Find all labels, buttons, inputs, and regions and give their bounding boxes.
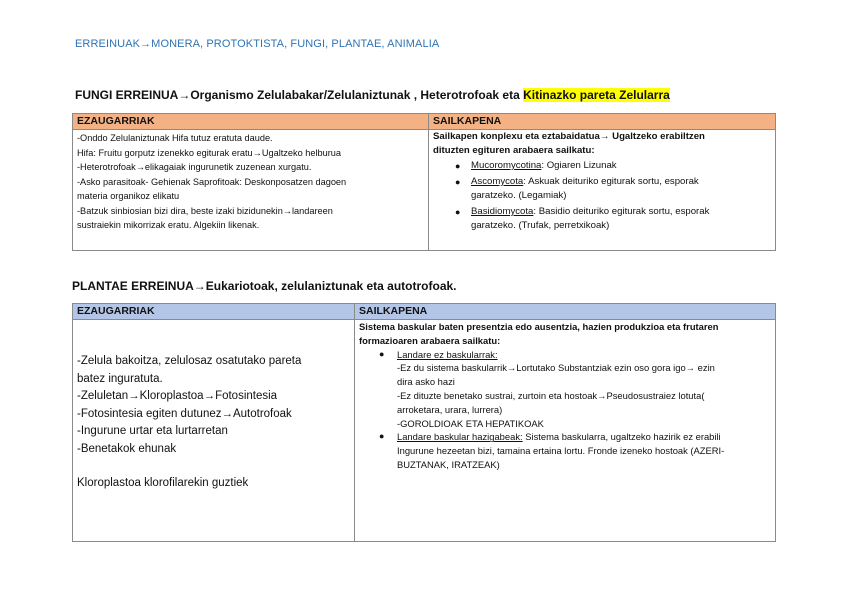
fungi-class-list — [433, 159, 771, 233]
fungi-char-line: sustraiekin mikorrizak eratu. Algekiin likenak. — [77, 220, 260, 230]
fungi-class-name: Basidiomycota — [471, 206, 534, 217]
plantae-char-line: -Benetakok ehunak — [77, 442, 177, 455]
bullet-icon: ● — [455, 177, 461, 187]
plantae-table-header — [73, 304, 776, 320]
fungi-heading-text: FUNGI ERREINUA→Organismo Zelulabakar/Zelulaniztunak , Heterotrofoak eta — [75, 88, 524, 102]
plantae-char-line: -Zelula bakoitza, zelulosaz osatutako pareta — [77, 355, 302, 367]
plantae-class-line: dira asko hazi — [397, 376, 455, 388]
fungi-class-name: Ascomycota — [471, 176, 524, 187]
plantae-class-line: -Ez dituzte benetako sustrai, zurtoin eta hostoak→Pseudosustraiez lotuta( — [397, 389, 705, 401]
fungi-header-characteristics: EZAUGARRIAK — [73, 114, 429, 130]
bullet-icon: ● — [379, 431, 385, 442]
plantae-class-item-non-vascular — [379, 348, 771, 431]
plantae-class-intro: Sistema baskular baten presentzia edo ausentzia, hazien produkzioa eta frutaren — [359, 321, 719, 332]
plantae-class-line: -Ez du sistema baskularrik→Lortutako Substantziak ezin oso gora igo→ ezin — [397, 362, 715, 374]
fungi-class-desc: garatzeko. (Trufak, perretxikoak) — [471, 220, 610, 231]
fungi-class-name: Mucoromycotina — [471, 160, 542, 171]
fungi-char-line: -Asko parasitoak- Gehienak Saprofitoak: Deskonposatzen dagoen — [77, 176, 347, 187]
page-title: ERREINUAK→MONERA, PROTOKTISTA, FUNGI, PLANTAE, ANIMALIA — [75, 38, 440, 50]
fungi-table — [72, 113, 776, 251]
plantae-class-line: BUZTANAK, IRATZEAK) — [397, 458, 500, 470]
plantae-class-line: Sistema baskularra, ugaltzeko hazirik ez erabili — [522, 431, 721, 443]
spacer — [77, 458, 350, 475]
fungi-class-item-basidiomycota — [455, 205, 771, 233]
plantae-heading: PLANTAE ERREINUA→Eukariotoak, zelulaniztunak eta autotrofoak. — [72, 279, 457, 293]
fungi-char-line: -Heterotrofoak→elikagaiak ingurunetik zuzenean xurgatu. — [77, 162, 312, 172]
fungi-classification-cell — [429, 130, 776, 251]
fungi-class-desc: : Askuak deituriko egiturak sortu, esporak — [523, 176, 699, 187]
fungi-class-item-ascomycota — [455, 175, 771, 203]
fungi-heading-highlight: Kitinazko pareta Zelularra — [523, 88, 670, 102]
plantae-char-line: batez inguratuta. — [77, 372, 163, 385]
fungi-characteristics-cell — [73, 130, 429, 251]
plantae-header-characteristics: EZAUGARRIAK — [73, 304, 355, 320]
plantae-class-title: Landare baskular hazigabeak: — [397, 431, 523, 443]
plantae-class-item-vascular — [379, 430, 771, 471]
plantae-class-line: Ingurune hezeetan bizi, tamaina ertaina lortu. Fronde izeneko hostoak (AZERI- — [397, 445, 725, 457]
plantae-header-classification: SAILKAPENA — [355, 304, 776, 320]
fungi-class-desc: : Ogiaren Lizunak — [541, 160, 617, 171]
bullet-icon: ● — [379, 348, 385, 359]
plantae-class-line: -GOROLDIOAK ETA HEPATIKOAK — [397, 417, 544, 429]
fungi-class-intro: Sailkapen konplexu eta eztabaidatua→ Ugaltzeko erabiltzen — [433, 131, 705, 142]
plantae-class-title: Landare ez baskularrak: — [397, 348, 498, 360]
plantae-note: Kloroplastoa klorofilarekin guztiek — [77, 477, 249, 489]
fungi-char-line: Hifa: Fruitu gorputz izenekko egiturak eratu→Ugaltzeko helburua — [77, 147, 342, 158]
plantae-table — [72, 303, 776, 542]
fungi-char-line: -Onddo Zelulaniztunak Hifa tutuz eratuta daude. — [77, 133, 273, 143]
fungi-class-desc: garatzeko. (Legamiak) — [471, 190, 567, 201]
fungi-class-intro: dituzten egituren arabaera sailkatu: — [433, 144, 595, 156]
fungi-header-classification: SAILKAPENA — [429, 114, 776, 130]
fungi-class-desc: : Basidio deituriko egiturak sortu, esporak — [533, 206, 710, 217]
plantae-char-line: -Ingurune urtar eta lurtarretan — [77, 425, 228, 437]
plantae-table-row — [73, 320, 776, 542]
bullet-icon: ● — [455, 207, 461, 217]
plantae-characteristics-cell — [73, 320, 355, 542]
fungi-class-item-mucoromycotina — [455, 159, 771, 173]
fungi-char-line: materia organikoz elikatu — [77, 191, 180, 201]
fungi-heading — [75, 88, 670, 102]
plantae-class-intro: formazioaren arabaera sailkatu: — [359, 334, 501, 346]
plantae-class-line: arroketara, urara, lurrera) — [397, 403, 503, 415]
plantae-char-line: -Fotosintesia egiten dutunez→Autotrofoak — [77, 407, 292, 420]
plantae-class-list — [359, 348, 771, 472]
fungi-table-header — [73, 114, 776, 130]
plantae-classification-cell — [355, 320, 776, 542]
bullet-icon: ● — [455, 161, 461, 171]
fungi-table-row — [73, 130, 776, 251]
fungi-char-line: -Batzuk sinbiosian bizi dira, beste izaki bizidunekin→landareen — [77, 205, 333, 216]
plantae-char-line: -Zeluletan→Kloroplastoa→Fotosintesia — [77, 390, 278, 402]
